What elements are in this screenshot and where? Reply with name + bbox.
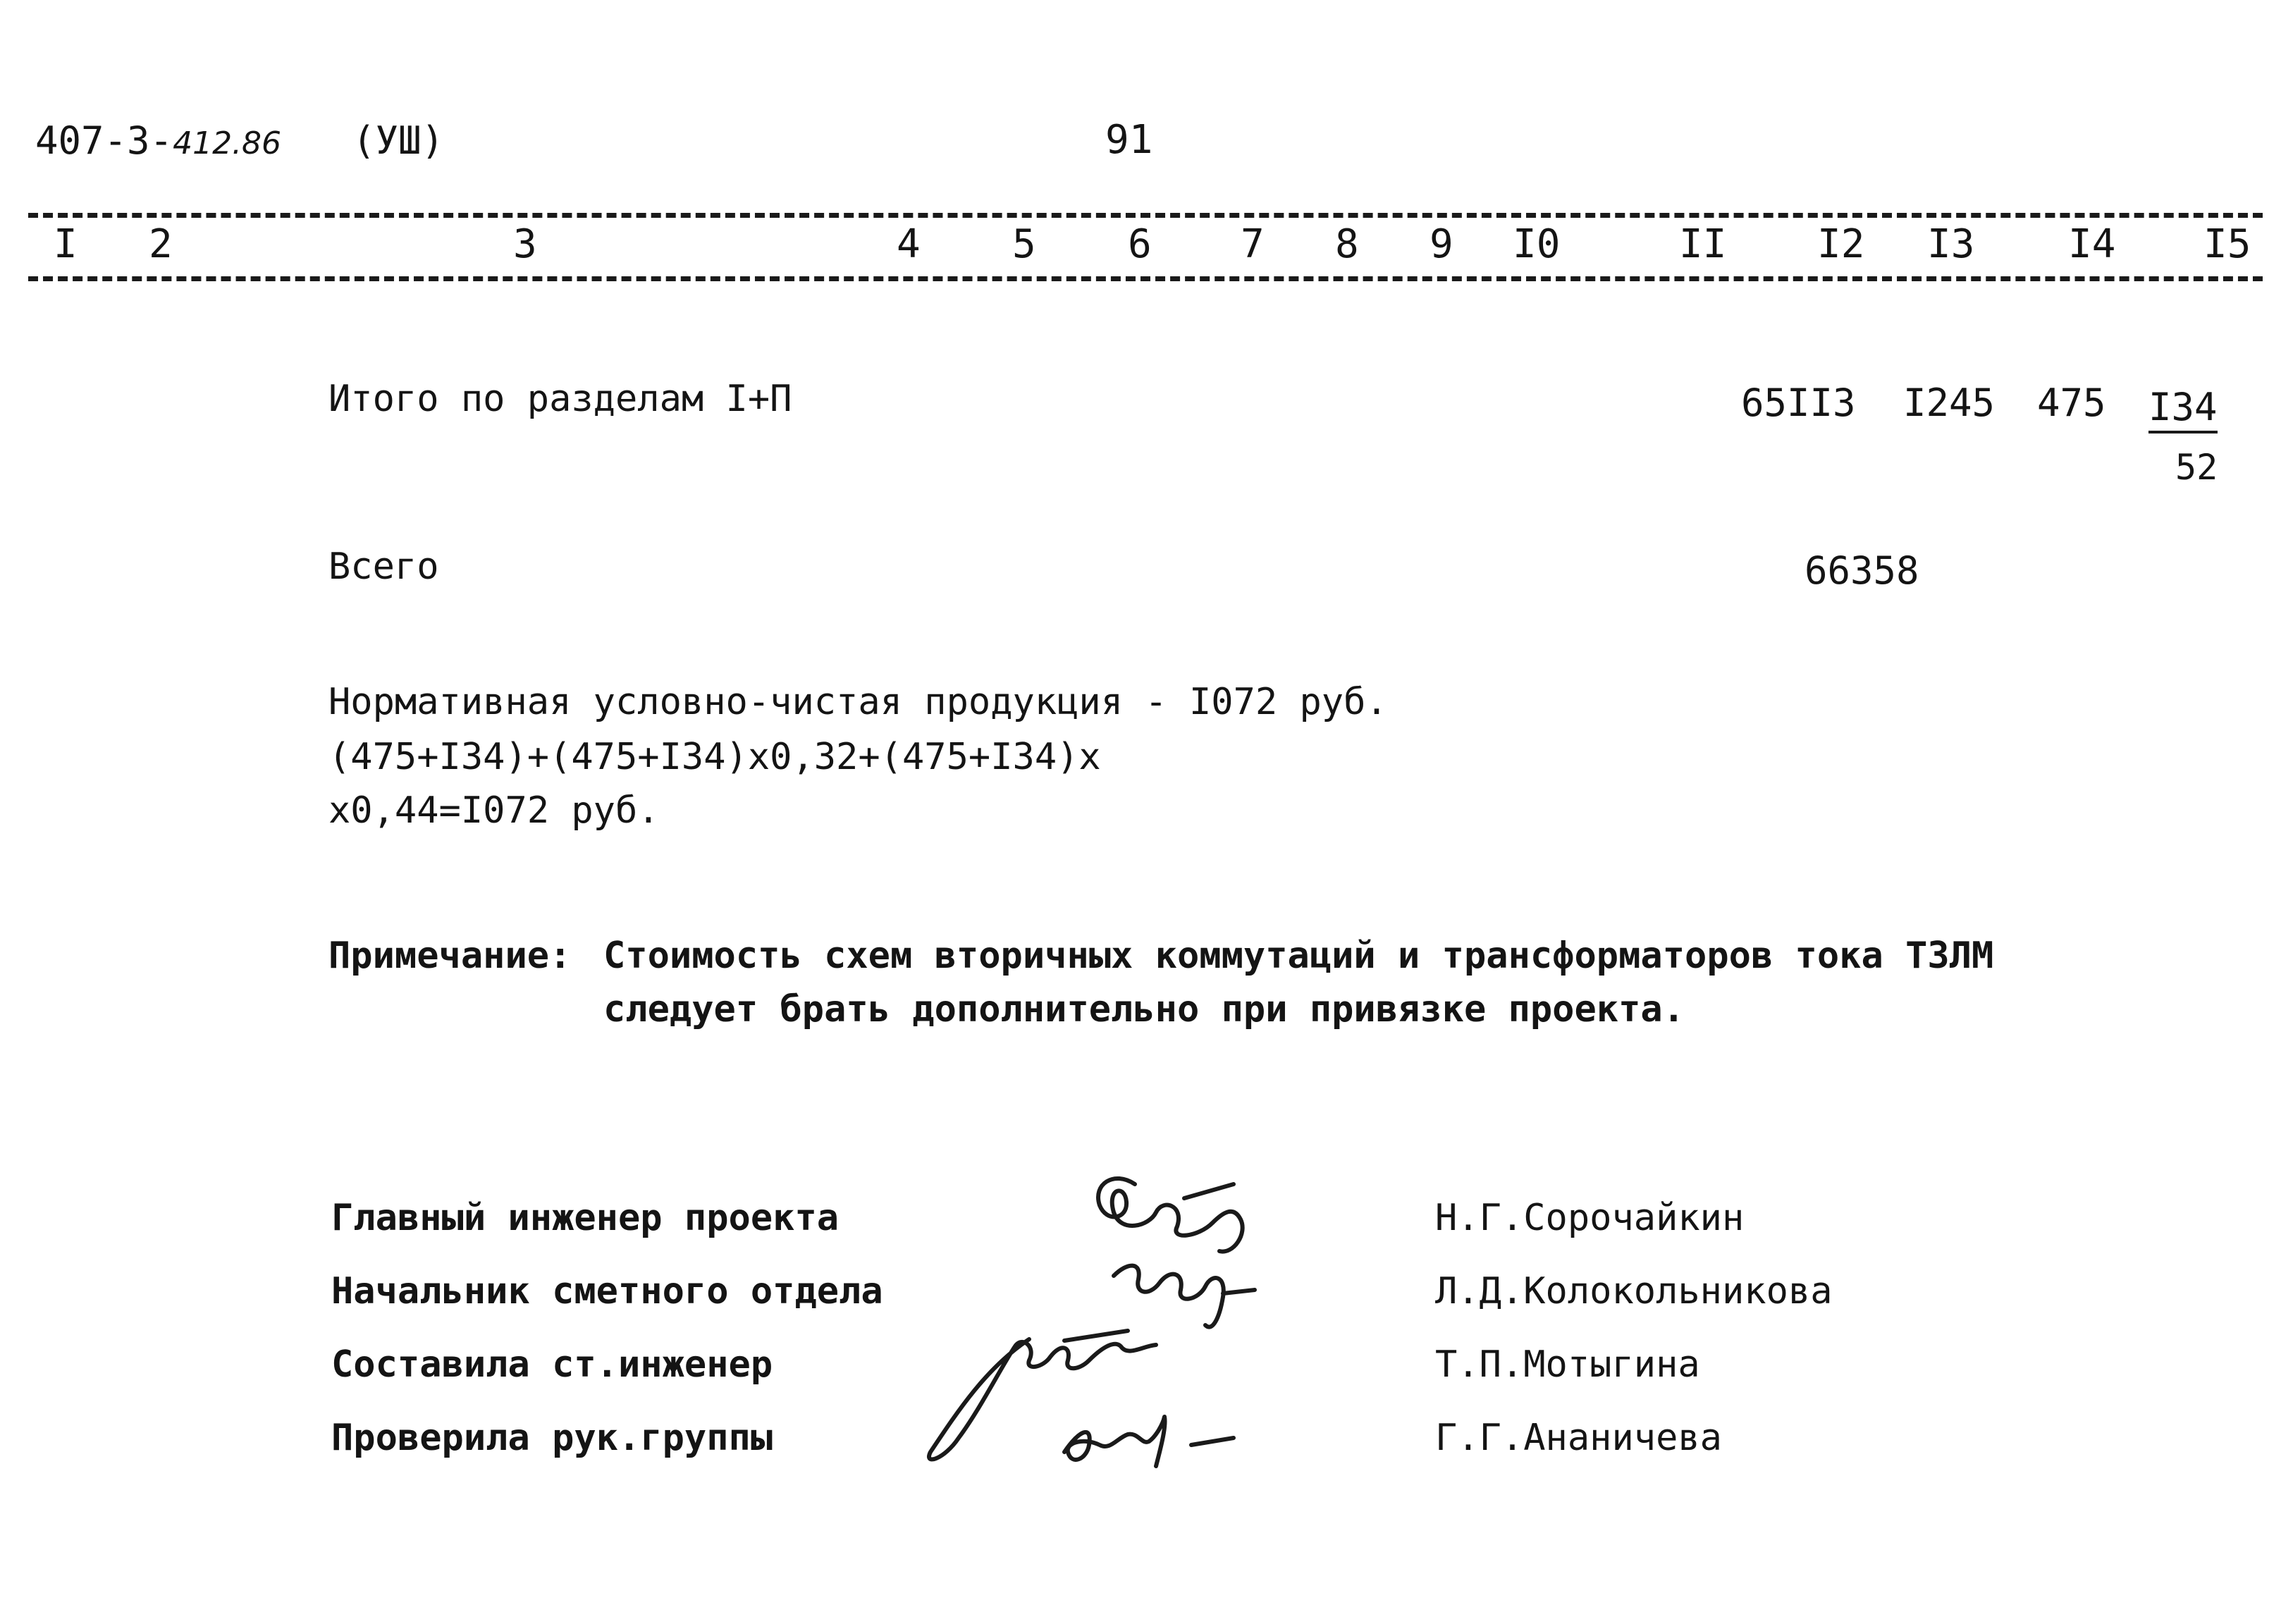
formula-line: Нормативная условно-чистая продукция - I072 руб. — [328, 681, 1388, 723]
totals-value: 475 — [2037, 381, 2106, 425]
totals-label: Итого по разделам I+П — [328, 378, 792, 420]
document-code-handwritten: 412.86 — [173, 125, 282, 161]
column-number: I3 — [1923, 224, 1979, 266]
document-part: (УШ) — [352, 118, 445, 163]
totals-value: I245 — [1903, 381, 1996, 425]
signatory-role: Составила ст.инженер — [331, 1343, 773, 1386]
column-number: 2 — [145, 224, 177, 266]
column-number: 4 — [892, 224, 925, 266]
formula-line: x0,44=I072 руб. — [328, 789, 660, 832]
column-strip-bottom-rule — [28, 276, 2263, 281]
totals-fraction-denominator: 52 — [2175, 447, 2218, 488]
totals-value: 65II3 — [1741, 381, 1856, 425]
column-number: I0 — [1508, 224, 1564, 266]
signatory-role: Главный инженер проекта — [331, 1197, 840, 1239]
note-text: следует брать дополнительно при привязке проекта. — [603, 988, 1685, 1031]
signatory-name: Н.Г.Сорочайкин — [1435, 1197, 1745, 1239]
column-number: 5 — [1008, 224, 1040, 266]
document-code — [35, 118, 281, 163]
formula-line: (475+I34)+(475+I34)x0,32+(475+I34)x — [328, 736, 1101, 778]
column-number: 6 — [1124, 224, 1156, 266]
handwritten-signatures — [902, 1156, 1297, 1480]
column-number: 7 — [1236, 224, 1269, 266]
signatory-role: Начальник сметного отдела — [331, 1270, 883, 1312]
note-label: Примечание: — [328, 935, 572, 977]
column-number: I5 — [2199, 224, 2255, 266]
totals-fraction-numerator: I34 — [2148, 385, 2218, 433]
column-strip-top-rule — [28, 213, 2263, 218]
column-number: I2 — [1813, 224, 1869, 266]
column-number: I — [49, 224, 82, 266]
grand-total-value: 66358 — [1804, 548, 1919, 593]
page-number: 91 — [1105, 117, 1153, 163]
column-number: I4 — [2064, 224, 2120, 266]
grand-total-label: Всего — [328, 546, 439, 588]
column-number: 8 — [1331, 224, 1363, 266]
signatory-name: Т.П.Мотыгина — [1435, 1343, 1700, 1386]
document-code-typed: 407-3- — [35, 118, 173, 163]
signatory-name: Г.Г.Ананичева — [1435, 1417, 1722, 1459]
column-number: II — [1675, 224, 1730, 266]
signatory-role: Проверила рук.группы — [331, 1417, 773, 1459]
column-number: 9 — [1425, 224, 1458, 266]
signatory-name: Л.Д.Колокольникова — [1435, 1270, 1833, 1312]
column-number: 3 — [509, 224, 541, 266]
note-text: Стоимость схем вторичных коммутаций и трансформаторов тока ТЗЛМ — [603, 935, 1994, 977]
